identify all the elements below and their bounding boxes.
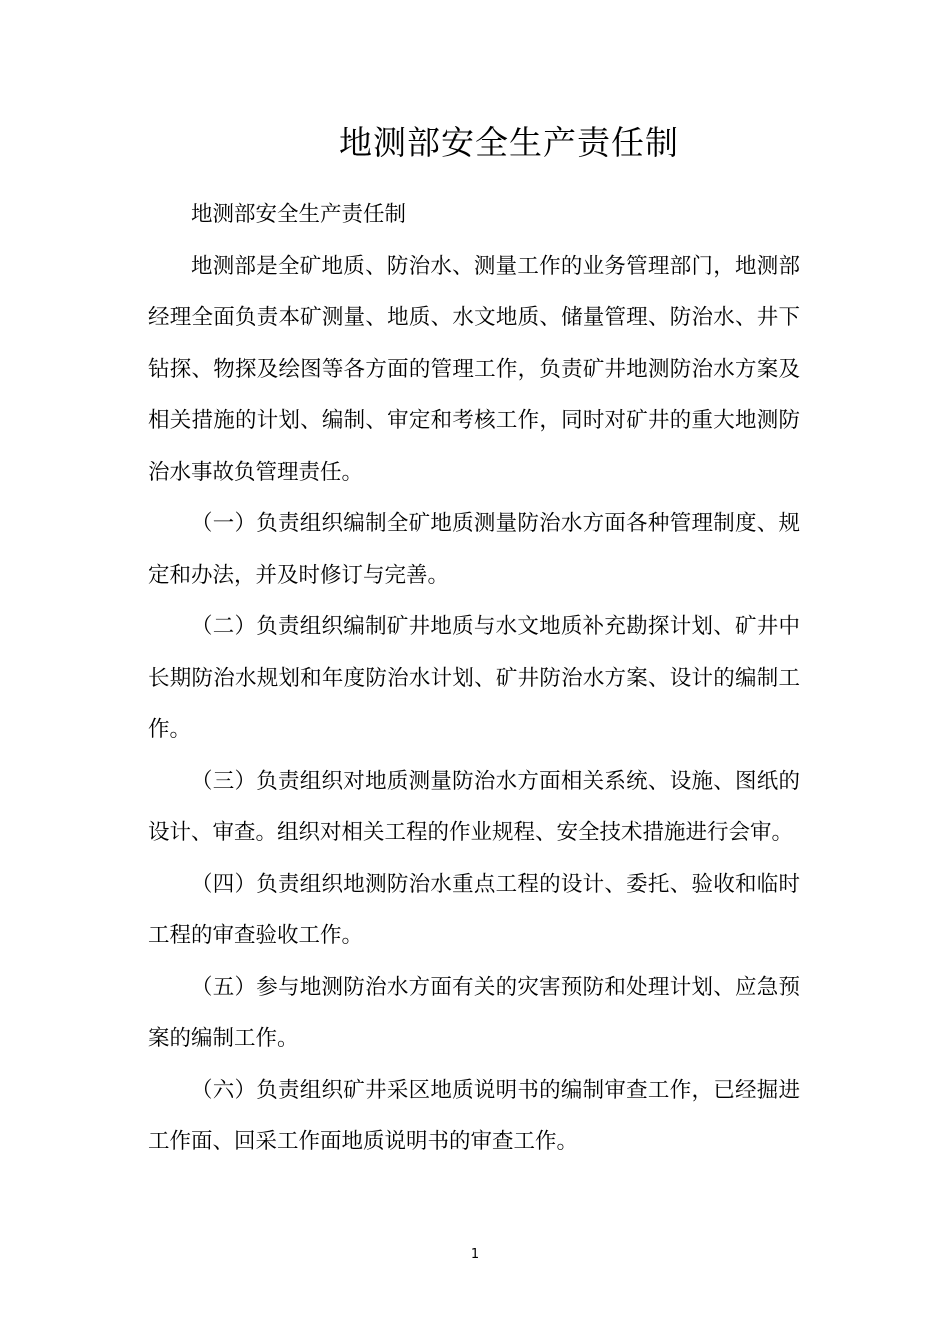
paragraph-item-5: （五）参与地测防治水方面有关的灾害预防和处理计划、应急预案的编制工作。 — [148, 974, 800, 1051]
paragraph-item-1: （一）负责组织编制全矿地质测量防治水方面各种管理制度、规定和办法，并及时修订与完善。 — [148, 511, 800, 588]
paragraph-intro: 地测部是全矿地质、防治水、测量工作的业务管理部门，地测部经理全面负责本矿测量、地质、水文地质、储量管理、防治水、井下钻探、物探及绘图等各方面的管理工作，负责矿井地测防治水方案及相关措施的计划、编制、审定和考核工作，同时对矿井的重大地测防治水事故负管理责任。 — [148, 253, 800, 485]
paragraph-heading: 地测部安全生产责任制 — [191, 202, 407, 227]
paragraph-item-4: （四）负责组织地测防治水重点工程的设计、委托、验收和临时工程的审查验收工作。 — [148, 871, 800, 948]
paragraph-item-3: （三）负责组织对地质测量防治水方面相关系统、设施、图纸的设计、审查。组织对相关工程的作业规程、安全技术措施进行会审。 — [148, 768, 800, 845]
paragraph-item-2: （二）负责组织编制矿井地质与水文地质补充勘探计划、矿井中长期防治水规划和年度防治水计划、矿井防治水方案、设计的编制工作。 — [148, 614, 800, 742]
paragraph-item-6: （六）负责组织矿井采区地质说明书的编制审查工作，已经掘进工作面、回采工作面地质说明书的审查工作。 — [148, 1077, 800, 1154]
page-number: 1 — [470, 1247, 480, 1262]
document-title: 地测部安全生产责任制 — [339, 123, 679, 162]
document-body — [148, 189, 800, 1168]
